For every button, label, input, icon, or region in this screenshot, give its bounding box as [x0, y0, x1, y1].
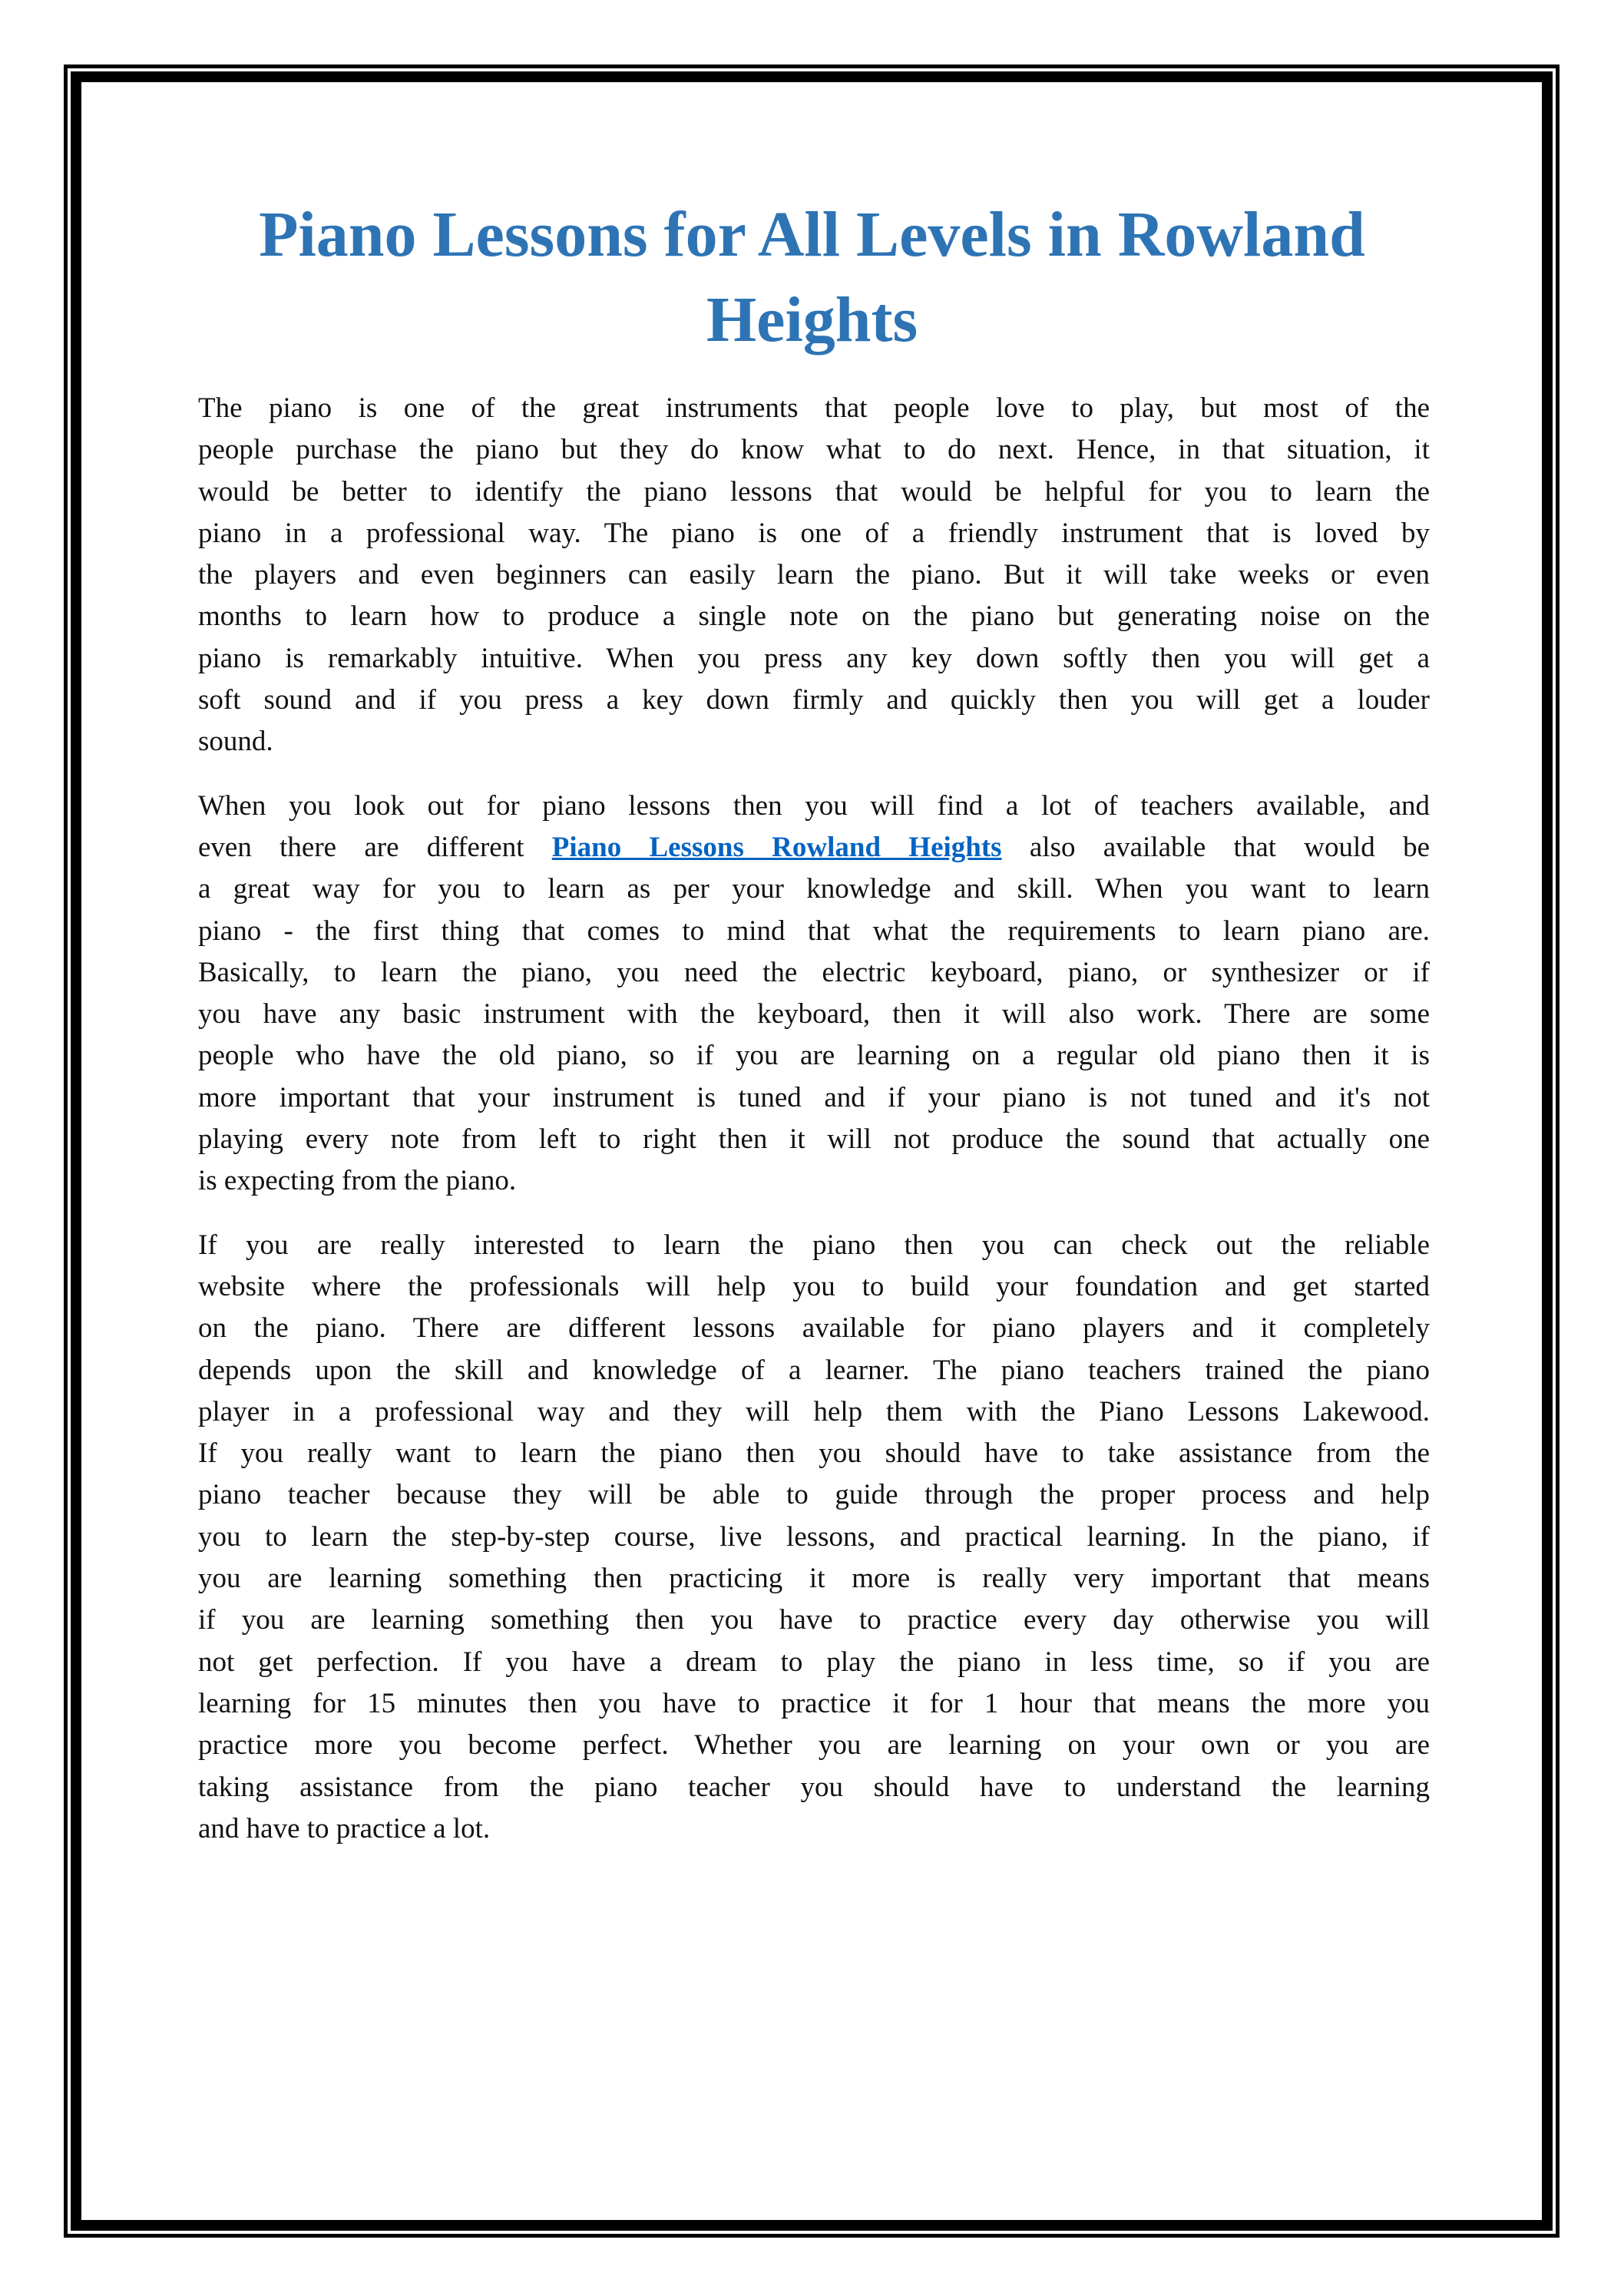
piano-lessons-rowland-heights-link[interactable]: Piano Lessons Rowland Heights [551, 831, 1002, 863]
text-line: more important that your instrument is tuned and if your piano is not tuned and it's not [198, 1081, 1430, 1113]
page-title: Piano Lessons for All Levels in Rowland Heights [259, 199, 1365, 356]
text-segment: even there are different [198, 831, 552, 863]
text-line: The piano is one of the great instruments that people love to play, but most of the [198, 392, 1430, 424]
text-line: people who have the old piano, so if you are learning on a regular old piano then it is [198, 1040, 1430, 1072]
text-line: is expecting from the piano. [198, 1165, 517, 1197]
text-line: piano - the first thing that comes to mind that what the requirements to learn piano are. [198, 915, 1430, 947]
text-line: you to learn the step-by-step course, live lessons, and practical learning. In the piano, if [198, 1520, 1430, 1553]
text-line [198, 827, 1430, 868]
text-line: piano teacher because they will be able to guide through the proper process and help [198, 1479, 1430, 1511]
text-line: months to learn how to produce a single note on the piano but generating noise on the [198, 600, 1430, 633]
text-line: taking assistance from the piano teacher you should have to understand the learning [198, 1771, 1430, 1803]
text-line: people purchase the piano but they do know what to do next. Hence, in that situation, it [198, 434, 1430, 466]
paragraph-3 [198, 1225, 1430, 1850]
text-line: Basically, to learn the piano, you need the electric keyboard, piano, or synthesizer or if [198, 956, 1430, 988]
text-line: a great way for you to learn as per your knowledge and skill. When you want to learn [198, 873, 1430, 905]
text-line: you have any basic instrument with the keyboard, then it will also work. There are some [198, 998, 1430, 1031]
text-line: on the piano. There are different lessons available for piano players and it completely [198, 1312, 1430, 1345]
text-line: playing every note from left to right then it will not produce the sound that actually one [198, 1123, 1430, 1156]
text-line: sound. [198, 726, 273, 758]
text-line: If you are really interested to learn the piano then you can check out the reliable [198, 1229, 1430, 1261]
text-line: would be better to identify the piano lessons that would be helpful for you to learn the [198, 475, 1430, 508]
paragraph-1 [198, 388, 1430, 763]
text-line: If you really want to learn the piano then you should have to take assistance from the [198, 1437, 1430, 1470]
paragraph-2-rest [198, 868, 1430, 1202]
text-line: depends upon the skill and knowledge of a learner. The piano teachers trained the piano [198, 1354, 1430, 1386]
text-line: not get perfection. If you have a dream to play the piano in less time, so if you are [198, 1646, 1430, 1678]
text-line: the players and even beginners can easily learn the piano. But it will take weeks or even [198, 559, 1430, 591]
paragraph-2 [198, 786, 1430, 1203]
text-line: player in a professional way and they will help them with the Piano Lessons Lakewood. [198, 1395, 1430, 1428]
text-line: piano is remarkably intuitive. When you press any key down softly then you will get a [198, 642, 1430, 674]
text-line: soft sound and if you press a key down firmly and quickly then you will get a louder [198, 684, 1430, 716]
text-line: website where the professionals will help you to build your foundation and get started [198, 1270, 1430, 1302]
text-line: learning for 15 minutes then you have to practice it for 1 hour that means the more you [198, 1687, 1430, 1719]
article-body [198, 388, 1430, 1872]
text-line: if you are learning something then you have to practice every day otherwise you will [198, 1604, 1430, 1636]
text-line: and have to practice a lot. [198, 1812, 491, 1844]
text-line: When you look out for piano lessons then you will find a lot of teachers available, and [198, 789, 1430, 822]
text-line: piano in a professional way. The piano is one of a friendly instrument that is loved by [198, 517, 1430, 549]
text-segment: also available that would be [1001, 831, 1431, 863]
text-line: practice more you become perfect. Whether you are learning on your own or you are [198, 1729, 1430, 1762]
text-line: you are learning something then practicing it more is really very important that means [198, 1563, 1430, 1595]
